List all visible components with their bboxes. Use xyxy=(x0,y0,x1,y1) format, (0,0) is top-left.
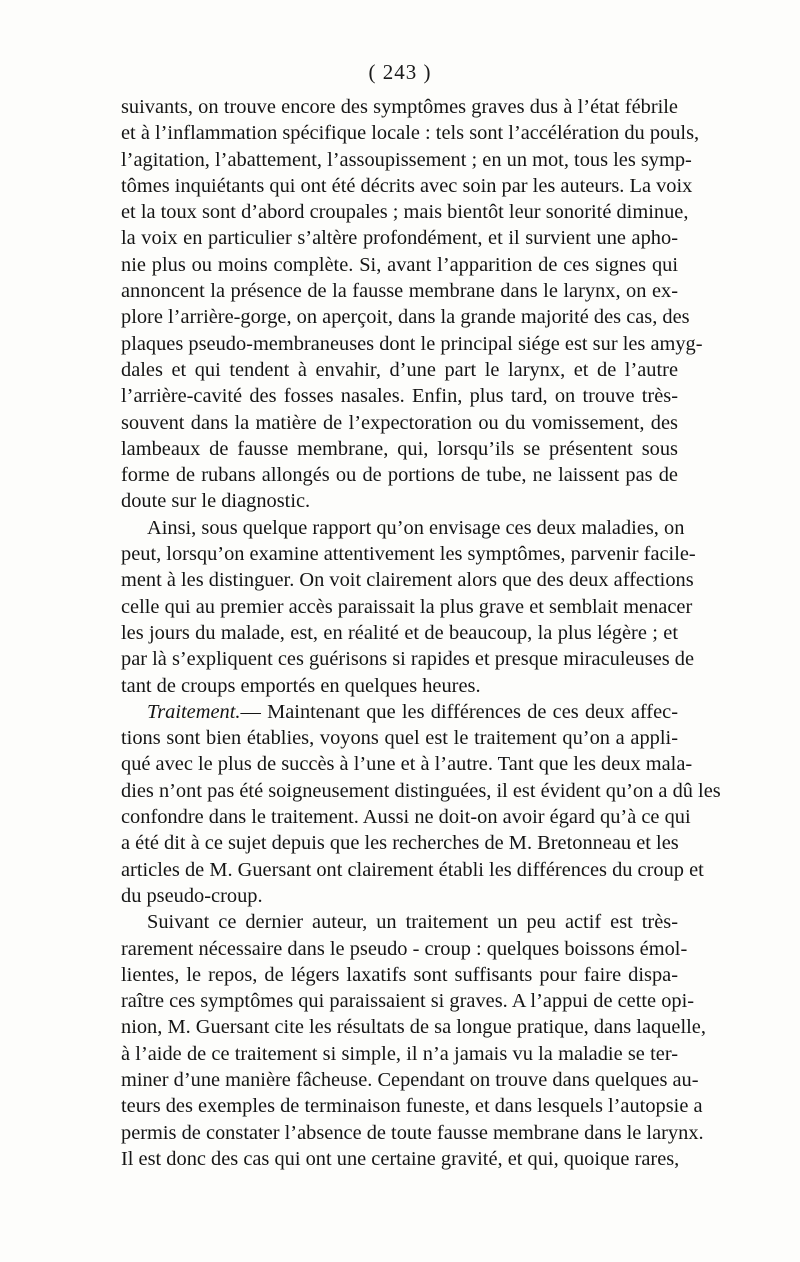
text-line: ment à les distinguer. On voit clairement alors que des deux affections xyxy=(121,569,694,592)
text-line: a été dit à ce sujet depuis que les recherches de M. Bretonneau et les xyxy=(121,832,679,855)
text-line: suivants, on trouve encore des symptômes graves dus à l’état fébrile xyxy=(121,96,678,118)
text-line: l’arrière-cavité des fosses nasales. Enfin, plus tard, on trouve très- xyxy=(121,385,678,408)
text-line: les jours du malade, est, en réalité et de beaucoup, la plus légère ; et xyxy=(121,621,678,644)
text-line: plaques pseudo-membraneuses dont le principal siége est sur les amyg- xyxy=(121,332,703,355)
text-line: qué avec le plus de succès à l’une et à l’autre. Tant que les deux mala- xyxy=(121,753,693,776)
paragraph-2 xyxy=(121,515,696,699)
text-line: Suivant ce dernier auteur, un traitement un peu actif est très- xyxy=(147,911,678,934)
text-line: rarement nécessaire dans le pseudo - croup : quelques boissons émol- xyxy=(121,937,688,960)
text-line: du pseudo-croup. xyxy=(121,884,263,907)
section-heading: Traitement. xyxy=(147,700,241,723)
text-line: doute sur le diagnostic. xyxy=(121,490,311,513)
text-line: miner d’une manière fâcheuse. Cependant on trouve dans quelques au- xyxy=(121,1068,699,1091)
text-line: par là s’expliquent ces guérisons si rapides et presque miraculeuses de xyxy=(121,648,695,671)
text-line: peut, lorsqu’on examine attentivement les symptômes, parvenir facile- xyxy=(121,543,696,566)
paragraph-3 xyxy=(121,699,721,909)
text-line: plore l’arrière-gorge, on aperçoit, dans la grande majorité des cas, des xyxy=(121,306,690,329)
page-number: ( 243 ) xyxy=(368,60,432,84)
text-line: la voix en particulier s’altère profondément, et il survient une apho- xyxy=(121,227,678,250)
text-line: dies n’ont pas été soigneusement distinguées, il est évident qu’on a dû les xyxy=(121,779,721,802)
text-line: confondre dans le traitement. Aussi ne doit-on avoir égard qu’à ce qui xyxy=(121,806,691,829)
text-line xyxy=(121,699,678,725)
text-line: et à l’inflammation spécifique locale : tels sont l’accélération du pouls, xyxy=(121,122,700,145)
text-line: nie plus ou moins complète. Si, avant l’apparition de ces signes qui xyxy=(121,253,678,276)
text-line: tions sont bien établies, voyons quel est le traitement qu’on a appli- xyxy=(121,727,678,750)
text-line: nion, M. Guersant cite les résultats de sa longue pratique, dans laquelle, xyxy=(121,1016,706,1039)
text-run: — Maintenant que les différences de ces deux affec- xyxy=(240,700,678,723)
text-line: à l’aide de ce traitement si simple, il n’a jamais vu la maladie se ter- xyxy=(121,1042,678,1065)
text-line: raître ces symptômes qui paraissaient si graves. A l’appui de cette opi- xyxy=(121,990,695,1013)
text-line: annoncent la présence de la fausse membrane dans le larynx, on ex- xyxy=(121,280,678,303)
text-line: l’agitation, l’abattement, l’assoupissement ; en un mot, tous les symp- xyxy=(121,148,692,171)
text-line: dales et qui tendent à envahir, d’une part le larynx, et de l’autre xyxy=(121,358,678,381)
text-line: souvent dans la matière de l’expectoration ou du vomissement, des xyxy=(121,411,678,434)
body-text xyxy=(121,94,721,1172)
text-line: tant de croups emportés en quelques heures. xyxy=(121,674,481,697)
text-line: forme de rubans allongés ou de portions de tube, ne laissent pas de xyxy=(121,464,678,487)
text-line: celle qui au premier accès paraissait la plus grave et semblait menacer xyxy=(121,595,693,618)
paragraph-4 xyxy=(121,909,706,1172)
text-line: lientes, le repos, de légers laxatifs sont suffisants pour faire dispa- xyxy=(121,963,678,986)
text-line: et la toux sont d’abord croupales ; mais bientôt leur sonorité diminue, xyxy=(121,201,689,224)
text-line: lambeaux de fausse membrane, qui, lorsqu’ils se présentent sous xyxy=(121,437,678,460)
text-line: tômes inquiétants qui ont été décrits avec soin par les auteurs. La voix xyxy=(121,174,693,197)
text-line: Il est donc des cas qui ont une certaine gravité, et qui, quoique rares, xyxy=(121,1147,680,1170)
text-line: articles de M. Guersant ont clairement établi les différences du croup et xyxy=(121,858,704,881)
text-line: teurs des exemples de terminaison funeste, et dans lesquels l’autopsie a xyxy=(121,1095,703,1118)
paragraph-1 xyxy=(121,94,703,515)
text-line: Ainsi, sous quelque rapport qu’on envisage ces deux maladies, on xyxy=(147,516,685,539)
text-line: permis de constater l’absence de toute fausse membrane dans le larynx. xyxy=(121,1121,704,1144)
